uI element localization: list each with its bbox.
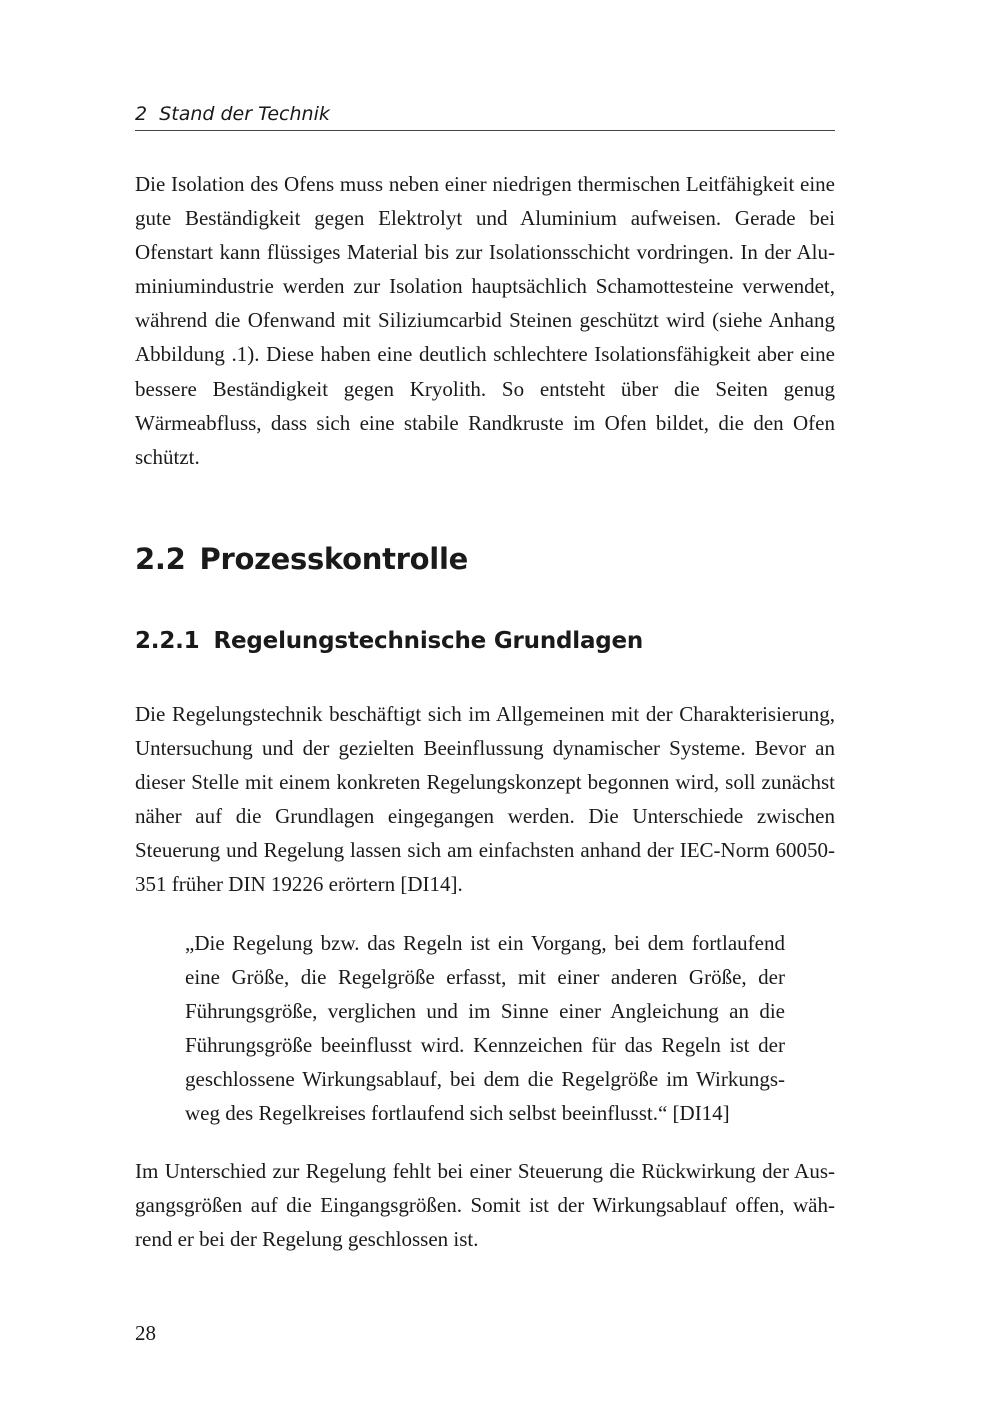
subsection-number: 2.2.1 bbox=[135, 628, 200, 654]
paragraph-steuerung: Im Unterschied zur Regelung fehlt bei einer Steuerung die Rückwirkung der Ausgangsgrößen auf die Eingangsgrößen. Somit ist der Wirkungsablauf offen, während er bei der Regelung geschlossen ist. bbox=[135, 1159, 835, 1252]
subsection-heading bbox=[135, 623, 643, 659]
section-number: 2.2 bbox=[135, 542, 186, 576]
running-header bbox=[135, 100, 835, 131]
subsection-title: Regelungstechnische Grundlagen bbox=[213, 628, 644, 654]
block-quote: „Die Regelung bzw. das Regeln ist ein Vorgang, bei dem fortlaufend eine Größe, die Regelgröße erfasst, mit einer anderen Größe, der Führungsgröße, verglichen und im Sinne einer Angleichung an die Führungsgröße beeinflusst wird. Kennzeichen für das Regeln ist der geschlossene Wirkungsablauf, bei dem die Regelgröße im Wirkungsweg des Regelkreises fortlaufend sich selbst beeinflusst.“ [DI14] bbox=[185, 931, 785, 1126]
header-chapter-title: Stand der Technik bbox=[159, 103, 330, 125]
section-title: Prozesskontrolle bbox=[199, 542, 468, 576]
header-chapter-number: 2 bbox=[135, 103, 148, 125]
page-number: 28 bbox=[135, 1321, 156, 1345]
paragraph-regelungstechnik: Die Regelungstechnik beschäftigt sich im Allgemeinen mit der Charakterisierung, Untersuchung und der gezielten Beeinflussung dynamischer Systeme. Bevor an dieser Stelle mit einem konkreten Regelungskonzept begonnen wird, soll zunächst näher auf die Grundlagen eingegangen werden. Die Unterschiede zwischen Steuerung und Regelung lassen sich am einfachsten anhand der IEC-Norm 60050-351 früher DIN 19226 erörtern [DI14]. bbox=[135, 702, 835, 897]
section-heading bbox=[135, 537, 468, 581]
paragraph-isolation: Die Isolation des Ofens muss neben einer niedrigen thermischen Leitfähigkeit eine gute Beständigkeit gegen Elektrolyt und Aluminium aufweisen. Gerade bei Ofenstart kann flüssiges Material bis zur Isolationsschicht vordringen. In der Aluminiumindustrie werden zur Isolation hauptsächlich Schamottesteine verwendet, während die Ofenwand mit Siliziumcarbid Steinen geschützt wird (siehe Anhang Abbildung .1). Diese haben eine deutlich schlechtere Isolationsfähigkeit aber eine bessere Beständigkeit gegen Kryolith. So entsteht über die Seiten genug Wärmeabfluss, dass sich eine stabile Randkruste im Ofen bildet, die den Ofen schützt. bbox=[135, 172, 835, 469]
